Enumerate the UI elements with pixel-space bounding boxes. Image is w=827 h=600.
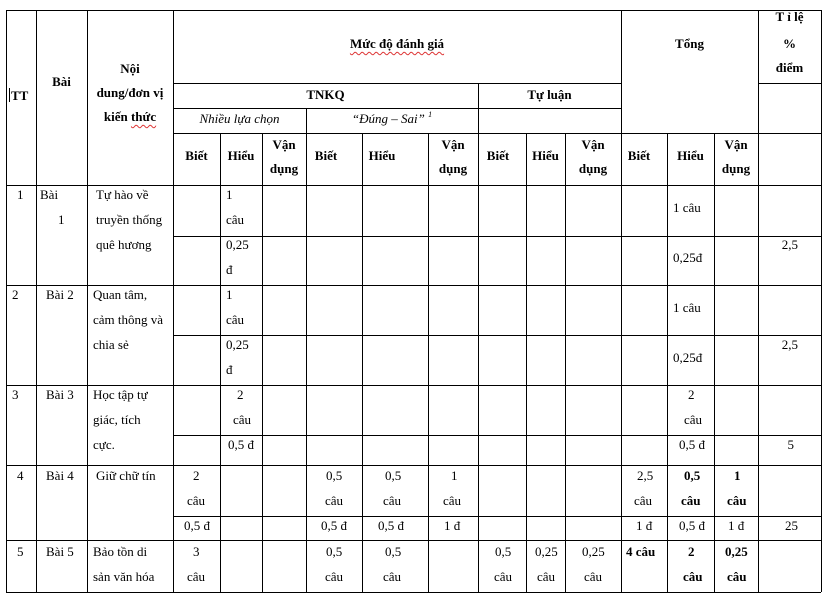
- footnote-mark: 1: [428, 110, 433, 119]
- row4-p-tong-biet: 1 đ: [636, 518, 653, 533]
- grid-line: [714, 133, 715, 592]
- row2-tong-p: 0,25đ: [673, 350, 703, 365]
- grid-line: [621, 10, 622, 592]
- row5-tl-biet-a: 0,5: [495, 544, 512, 559]
- row2-content-2: cảm thông và: [93, 312, 164, 327]
- header-biet: Biết: [627, 148, 651, 163]
- row1-bai-a: Bài: [40, 187, 59, 202]
- row4-tong-vd-b: câu: [727, 493, 747, 508]
- row3-content-1: Học tập tự: [93, 387, 148, 402]
- row5-tong-hieu-a: 2: [688, 544, 695, 559]
- row5-bai: Bài 5: [46, 544, 74, 559]
- row4-p-tong-vd: 1 đ: [728, 518, 745, 533]
- row5-ds-biet-a: 0,5: [326, 544, 343, 559]
- grid-line: [667, 133, 668, 592]
- header-biet: Biết: [486, 148, 510, 163]
- row5-tl-vd-b: câu: [584, 569, 603, 584]
- header-muc-do: [173, 35, 621, 53]
- row4-tong-vd-a: 1: [734, 468, 741, 483]
- grid-line: [262, 133, 263, 592]
- header-biet: Biết: [185, 148, 208, 163]
- grid-line: [6, 465, 821, 466]
- row1-pct: 2,5: [781, 237, 798, 252]
- row5-tt: 5: [17, 544, 24, 559]
- grid-line: [36, 10, 37, 592]
- row5-tong-hieu-b: câu: [683, 569, 703, 584]
- row4-tong-biet-a: 2,5: [637, 468, 654, 483]
- row3-hieu-a: 2: [237, 387, 244, 402]
- header-tt: [9, 87, 28, 105]
- header-noidung-line1: Nội: [120, 61, 140, 76]
- row3-tong-a: 2: [688, 387, 695, 402]
- row5-biet-b: câu: [187, 569, 206, 584]
- grid-line: [758, 10, 759, 592]
- row2-content-1: Quan tâm,: [93, 287, 148, 302]
- row3-hieu-p: 0,5 đ: [228, 437, 254, 452]
- row4-p-ds-vd: 1 đ: [444, 518, 461, 533]
- row1-hieu-p1: 0,25: [226, 237, 249, 252]
- header-hieu: Hiểu: [532, 148, 559, 163]
- header-vandung-b: dụng: [269, 161, 299, 176]
- row2-content-3: chia sẻ: [93, 337, 129, 352]
- header-tile-line3: điểm: [775, 60, 804, 75]
- row4-p-tong-hieu: 0,5 đ: [679, 518, 705, 533]
- row3-content-2: giác, tích: [93, 412, 141, 427]
- grid-line: [428, 133, 429, 592]
- row5-tong-biet: 4 câu: [626, 544, 656, 559]
- row4-ds-hieu-a: 0,5: [385, 468, 402, 483]
- row4-content: Giữ chữ tín: [96, 468, 156, 483]
- header-vandung-a: Vận: [724, 137, 748, 152]
- row4-p-biet: 0,5 đ: [184, 518, 210, 533]
- row5-ds-hieu-b: câu: [383, 569, 402, 584]
- row1-tong-p: 0,25đ: [673, 250, 703, 265]
- header-tile-line1: T ỉ lệ: [775, 9, 804, 24]
- row4-tt: 4: [17, 468, 24, 483]
- row3-tt: 3: [12, 387, 19, 402]
- row2-hieu-p1: 0,25: [226, 337, 249, 352]
- row5-tong-vd-b: câu: [727, 569, 747, 584]
- header-tt-label: TT: [11, 88, 29, 103]
- row1-hieu-b: câu: [226, 212, 245, 227]
- header-tong: Tổng: [675, 36, 704, 51]
- row1-content-2: truyền thống: [96, 212, 163, 227]
- row4-ds-biet-a: 0,5: [326, 468, 343, 483]
- header-kien: kiến: [103, 109, 128, 124]
- row1-content-3: quê hương: [96, 237, 152, 252]
- row5-tl-hieu-a: 0,25: [535, 544, 558, 559]
- row4-tong-biet-b: câu: [634, 493, 653, 508]
- grid-line: [173, 83, 621, 84]
- row2-bai: Bài 2: [46, 287, 74, 302]
- row4-ds-biet-b: câu: [325, 493, 344, 508]
- header-dung-sai: [306, 110, 478, 128]
- row1-bai-b: 1: [58, 212, 65, 227]
- header-hieu: Hiểu: [677, 148, 704, 163]
- grid-line: [6, 10, 821, 11]
- header-hieu: Hiểu: [368, 148, 396, 163]
- row1-hieu-a: 1: [226, 187, 233, 202]
- header-noidung-line3: [87, 108, 173, 126]
- grid-line: [565, 133, 566, 592]
- grid-line: [6, 540, 821, 541]
- row5-tl-hieu-b: câu: [537, 569, 556, 584]
- grid-line: [758, 83, 821, 84]
- header-vandung-a: Vận: [272, 137, 296, 152]
- row5-tong-vd-a: 0,25: [725, 544, 748, 559]
- grid-line: [173, 236, 821, 237]
- header-biet: Biết: [314, 148, 338, 163]
- row2-tong-q: 1 câu: [673, 300, 701, 315]
- row3-bai: Bài 3: [46, 387, 74, 402]
- row5-tl-vd-a: 0,25: [582, 544, 605, 559]
- row5-ds-biet-b: câu: [325, 569, 344, 584]
- row3-hieu-b: câu: [233, 412, 252, 427]
- row4-ds-hieu-b: câu: [383, 493, 402, 508]
- header-muc-do-label: Mức độ đánh giá: [349, 36, 445, 51]
- header-tnkq: TNKQ: [306, 87, 345, 102]
- grid-line: [6, 10, 7, 592]
- row3-tong-b: câu: [684, 412, 703, 427]
- grid-line: [306, 108, 307, 592]
- header-vandung-b: dụng: [721, 161, 751, 176]
- text-cursor: [9, 88, 10, 102]
- row5-content-2: sản văn hóa: [93, 569, 155, 584]
- row2-hieu-a: 1: [226, 287, 233, 302]
- row2-hieu-b: câu: [226, 312, 245, 327]
- grid-line: [173, 108, 621, 109]
- grid-line: [821, 10, 822, 592]
- row5-content-1: Bảo tồn di: [93, 544, 148, 559]
- grid-line: [173, 133, 821, 134]
- header-vandung-a: Vận: [581, 137, 605, 152]
- row4-tong-hieu-a: 0,5: [684, 468, 701, 483]
- row2-hieu-p2: đ: [226, 362, 233, 377]
- row1-tt: 1: [17, 187, 24, 202]
- header-nhieu-lua-chon: Nhiều lựa chọn: [199, 111, 280, 126]
- row4-tong-hieu-b: câu: [681, 493, 701, 508]
- row1-content-1: Tự hào về: [96, 187, 149, 202]
- row4-bai: Bài 4: [46, 468, 74, 483]
- row4-p-ds-hieu: 0,5 đ: [378, 518, 404, 533]
- header-bai: Bài: [52, 74, 71, 89]
- row1-tong-q: 1 câu: [673, 200, 701, 215]
- grid-line: [526, 133, 527, 592]
- header-tu-luan: Tự luận: [527, 87, 572, 102]
- grid-line: [6, 592, 821, 593]
- header-vandung-b: dụng: [578, 161, 608, 176]
- row4-p-ds-biet: 0,5 đ: [321, 518, 347, 533]
- row3-pct: 5: [787, 437, 794, 452]
- grid-line: [173, 516, 821, 517]
- header-thuc: thức: [130, 109, 157, 124]
- row4-biet-b: câu: [187, 493, 206, 508]
- header-vandung-a: Vận: [441, 137, 465, 152]
- row4-biet-a: 2: [193, 468, 200, 483]
- row2-tt: 2: [12, 287, 19, 302]
- row5-biet-a: 3: [193, 544, 200, 559]
- header-hieu: Hiểu: [227, 148, 255, 163]
- grid-line: [173, 435, 821, 436]
- grid-line: [362, 133, 363, 592]
- grid-line: [220, 133, 221, 592]
- row4-ds-vd-a: 1: [451, 468, 458, 483]
- header-vandung-b: dụng: [438, 161, 468, 176]
- row4-ds-vd-b: câu: [443, 493, 462, 508]
- row3-tong-p: 0,5 đ: [679, 437, 705, 452]
- row1-hieu-p2: đ: [226, 262, 233, 277]
- row5-tl-biet-b: câu: [494, 569, 513, 584]
- header-tile-line2: %: [783, 36, 796, 51]
- header-dung-sai-label: “Đúng – Sai”: [351, 111, 425, 126]
- row2-pct: 2,5: [781, 337, 798, 352]
- header-noidung-line2: dung/đơn vị: [96, 85, 164, 100]
- grid-line: [173, 335, 821, 336]
- row5-ds-hieu-a: 0,5: [385, 544, 402, 559]
- row4-pct: 25: [785, 518, 798, 533]
- row3-content-3: cực.: [93, 437, 115, 452]
